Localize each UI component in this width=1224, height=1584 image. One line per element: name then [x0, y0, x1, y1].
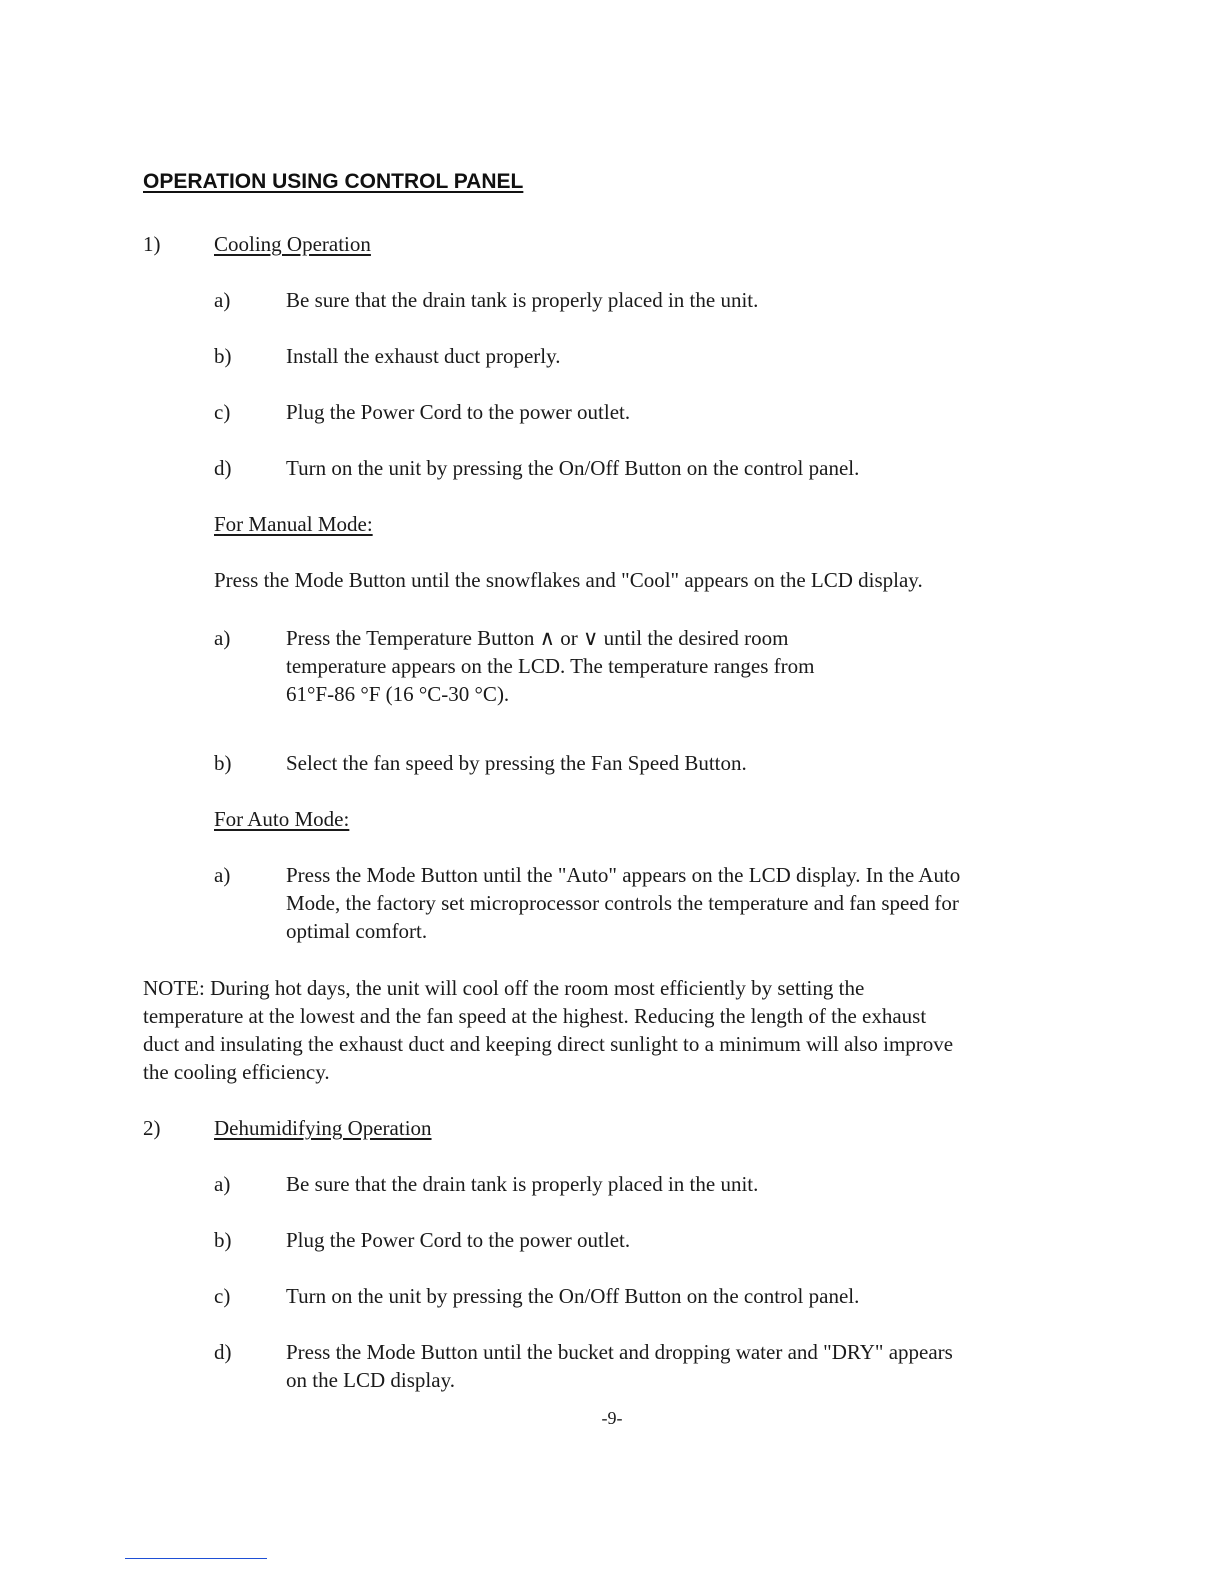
step-label: a)	[214, 288, 231, 312]
page-number: -9-	[601, 1408, 623, 1428]
step-label: a)	[214, 626, 231, 650]
step-text-line: Be sure that the drain tank is properly placed in the unit.	[286, 1172, 759, 1196]
note-line: temperature at the lowest and the fan speed at the highest. Reducing the length of the exhaust	[143, 1004, 927, 1028]
footer-divider	[125, 1558, 267, 1559]
section-number: 1)	[143, 232, 161, 256]
step-label: b)	[214, 751, 232, 775]
step-text: Be sure that the drain tank is properly placed in the unit.	[286, 288, 759, 312]
step-text-line: optimal comfort.	[286, 919, 428, 943]
step-text-line: Plug the Power Cord to the power outlet.	[286, 1228, 631, 1252]
manual-mode-intro: Press the Mode Button until the snowflakes and "Cool" appears on the LCD display.	[214, 568, 923, 592]
step-text-line: Mode, the factory set microprocessor controls the temperature and fan speed for	[286, 891, 959, 915]
step-text-line: 61°F-86 °F (16 °C-30 °C).	[286, 682, 510, 706]
step-label: d)	[214, 1340, 232, 1364]
step-label: d)	[214, 456, 232, 480]
note-line: NOTE: During hot days, the unit will cool off the room most efficiently by setting the	[143, 976, 865, 1000]
step-text-line: Select the fan speed by pressing the Fan Speed Button.	[286, 751, 747, 775]
step-label: c)	[214, 1284, 231, 1308]
step-text-line: Press the Mode Button until the "Auto" appears on the LCD display. In the Auto	[286, 863, 961, 887]
step-label: b)	[214, 1228, 232, 1252]
auto-mode-heading: For Auto Mode:	[214, 807, 350, 831]
step-label: c)	[214, 400, 231, 424]
section-number: 2)	[143, 1116, 161, 1140]
page-title: OPERATION USING CONTROL PANEL	[143, 170, 524, 193]
note-line: the cooling efficiency.	[143, 1060, 330, 1084]
step-text-line: temperature appears on the LCD. The temperature ranges from	[286, 654, 815, 678]
step-label: a)	[214, 1172, 231, 1196]
step-text: Install the exhaust duct properly.	[286, 344, 561, 368]
manual-mode-heading: For Manual Mode:	[214, 512, 373, 536]
section-heading-cooling: Cooling Operation	[214, 232, 371, 256]
step-label: a)	[214, 863, 231, 887]
note-line: duct and insulating the exhaust duct and keeping direct sunlight to a minimum will also improve	[143, 1032, 954, 1056]
step-text-line: Press the Temperature Button ∧ or ∨ until the desired room	[286, 626, 789, 650]
section-heading-dehumidifying: Dehumidifying Operation	[214, 1116, 432, 1140]
step-text-line: Turn on the unit by pressing the On/Off Button on the control panel.	[286, 1284, 860, 1308]
step-text: Plug the Power Cord to the power outlet.	[286, 400, 631, 424]
step-text-line: on the LCD display.	[286, 1368, 455, 1392]
step-text: Turn on the unit by pressing the On/Off Button on the control panel.	[286, 456, 860, 480]
step-label: b)	[214, 344, 232, 368]
step-text-line: Press the Mode Button until the bucket and dropping water and "DRY" appears	[286, 1340, 953, 1364]
